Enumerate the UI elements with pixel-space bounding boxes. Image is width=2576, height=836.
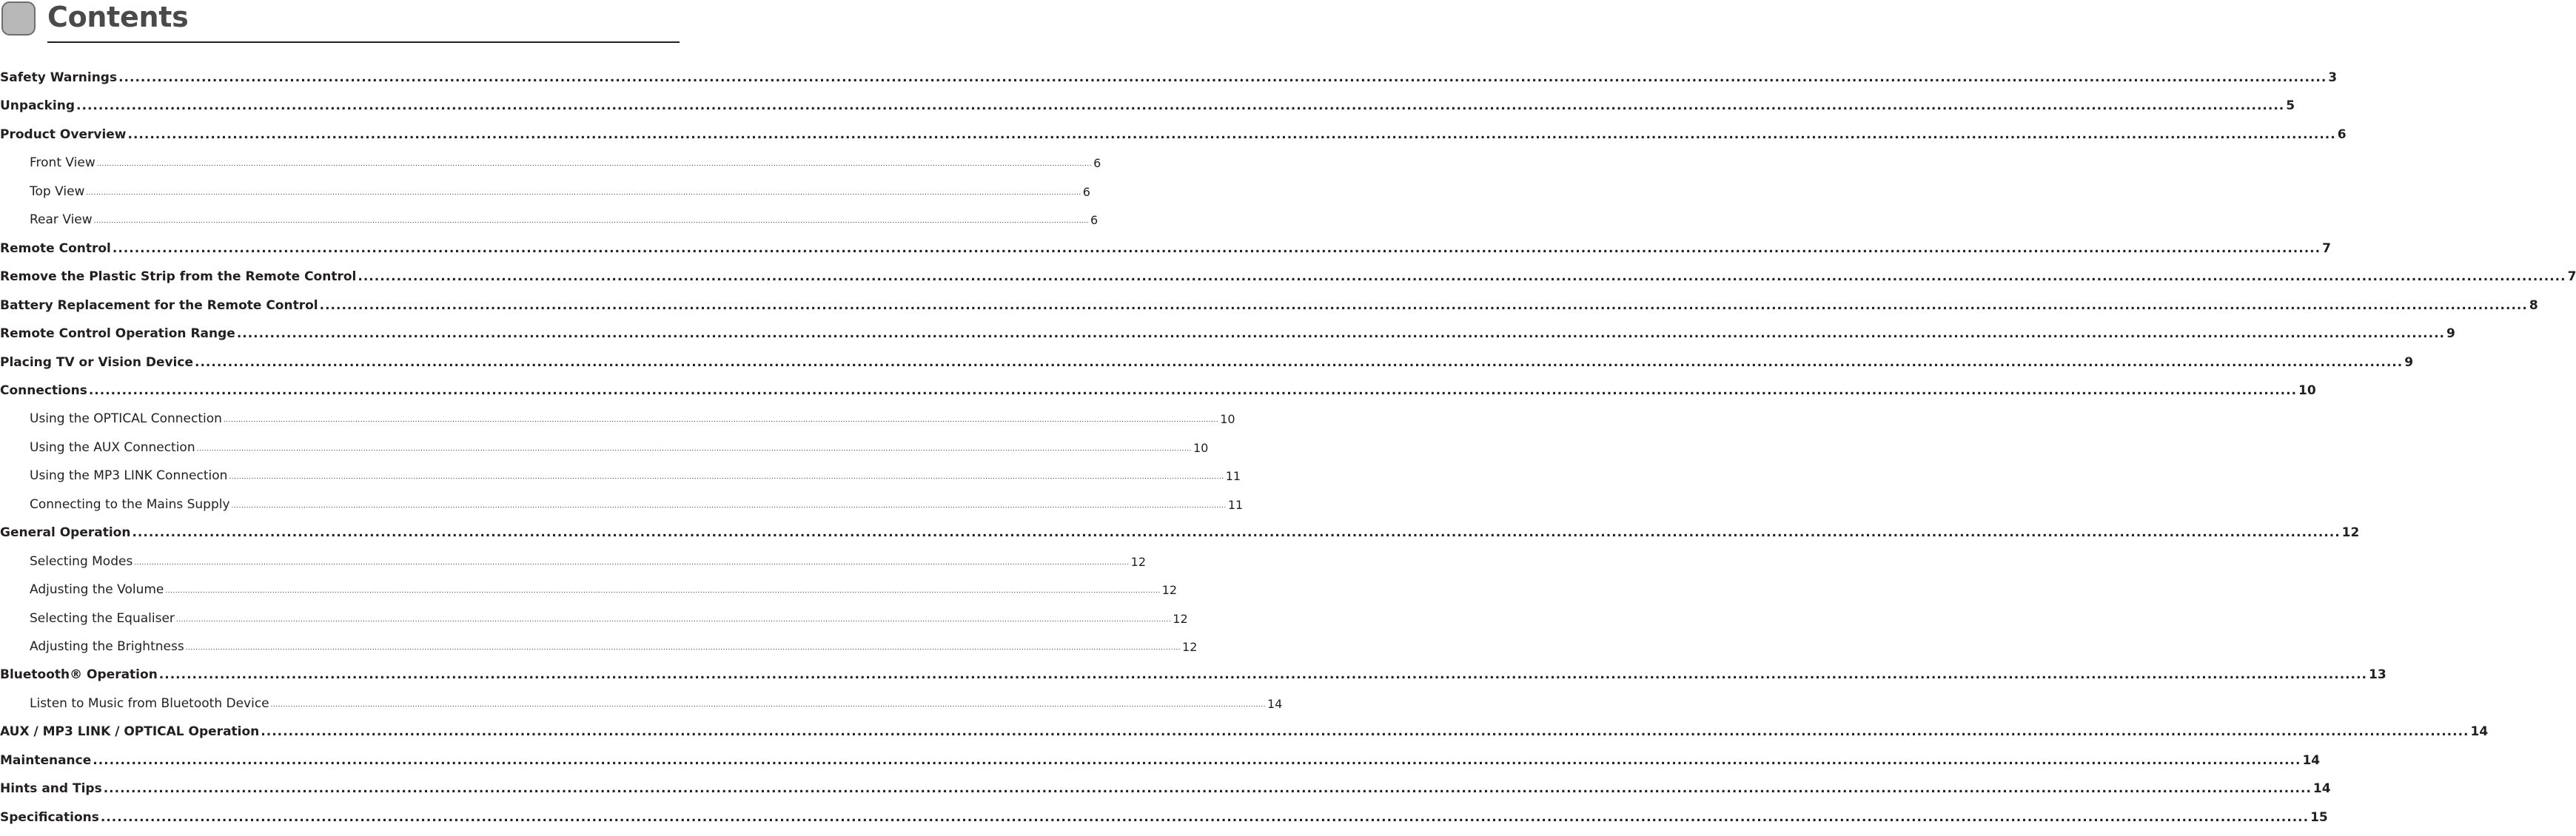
toc-entry[interactable] [0,376,2316,398]
toc-entry-page-number: 15 [2310,810,2328,825]
toc-entry[interactable] [0,746,2321,768]
toc-entry[interactable] [30,433,1209,455]
toc-entry-label: Using the MP3 LINK Connection [30,468,228,483]
toc-entry-label: Remove the Plastic Strip from the Remote Control [0,269,357,284]
toc-entry-label: Adjusting the Volume [30,582,164,597]
title-rule [47,41,680,43]
dot-leader: ................................................................................................................................................................................................................................................................................................................................................................................................................ [185,644,1181,652]
toc-entry-page-number: 14 [1267,697,1283,711]
toc-entry-label: Safety Warnings [0,70,118,85]
dot-leader: ................................................................................................................................................................................................................................................................................................................................................................................................................ [132,525,2341,540]
toc-entry-page-number: 11 [1227,498,1244,512]
dot-leader: ................................................................................................................................................................................................................................................................................................................................................................................................................ [358,269,2566,284]
toc-entry-page-number: 14 [2312,781,2331,796]
toc-entry-page-number: 10 [2298,383,2316,398]
dot-leader: ................................................................................................................................................................................................................................................................................................................................................................................................................ [195,355,2404,370]
dot-leader: ................................................................................................................................................................................................................................................................................................................................................................................................................ [196,445,1192,453]
toc-entry[interactable] [0,803,2328,825]
toc-entry-label: Bluetooth® Operation [0,667,158,682]
toc-entry-label: Maintenance [0,753,92,768]
toc-entry[interactable] [0,348,2414,370]
toc-entry-page-number: 12 [2341,525,2360,540]
toc-entry-page-number: 12 [1161,583,1178,597]
toc-entry-page-number: 13 [2369,667,2387,682]
toc-entry-label: Placing TV or Vision Device [0,355,193,370]
toc-entry[interactable] [0,291,2538,313]
dot-leader: ................................................................................................................................................................................................................................................................................................................................................................................................................ [319,298,2528,313]
toc-entry[interactable] [30,689,1283,711]
dot-leader: ................................................................................................................................................................................................................................................................................................................................................................................................................ [103,781,2312,796]
toc-entry[interactable] [30,177,1090,199]
dot-leader: ................................................................................................................................................................................................................................................................................................................................................................................................................ [229,473,1224,481]
dot-leader: ................................................................................................................................................................................................................................................................................................................................................................................................................ [100,810,2310,825]
toc-entry-label: AUX / MP3 LINK / OPTICAL Operation [0,724,260,739]
dot-leader: ................................................................................................................................................................................................................................................................................................................................................................................................................ [96,161,1093,168]
toc-entry-label: Selecting the Equaliser [30,611,175,626]
toc-entry-label: Unpacking [0,98,76,113]
dot-leader: ................................................................................................................................................................................................................................................................................................................................................................................................................ [76,98,2285,113]
toc-entry-page-number: 11 [1225,469,1241,483]
toc-entry-page-number: 9 [2446,326,2455,341]
dot-leader: ................................................................................................................................................................................................................................................................................................................................................................................................................ [231,502,1227,510]
toc-entry-page-number: 6 [2337,127,2347,142]
toc-entry[interactable] [30,632,1198,654]
toc-entry-label: Connections [0,383,87,398]
toc-entry-page-number: 6 [1093,156,1101,170]
toc-entry-page-number: 5 [2286,98,2295,113]
toc-entry-page-number: 7 [2322,241,2331,256]
toc-entry-label: Battery Replacement for the Remote Control [0,298,318,313]
toc-entry-label: Front View [30,155,95,170]
toc-entry-label: General Operation [0,525,131,540]
toc-entry-page-number: 12 [1173,612,1188,626]
dot-leader: ................................................................................................................................................................................................................................................................................................................................................................................................................ [175,616,1172,624]
toc-entry-label: Selecting Modes [30,554,133,569]
dot-leader: ................................................................................................................................................................................................................................................................................................................................................................................................................ [158,667,2367,682]
toc-entry-label: Hints and Tips [0,781,102,796]
toc-entry[interactable] [0,518,2360,540]
dot-leader: ................................................................................................................................................................................................................................................................................................................................................................................................................ [112,241,2321,256]
toc-entry[interactable] [0,717,2489,739]
toc-entry-label: Rear View [30,212,93,227]
toc-entry-label: Remote Control Operation Range [0,326,235,341]
toc-entry[interactable] [30,148,1101,170]
toc-entry-label: Adjusting the Brightness [30,639,184,654]
dot-leader: ................................................................................................................................................................................................................................................................................................................................................................................................................ [261,724,2469,739]
toc-entry-label: Connecting to the Mains Supply [30,497,230,512]
toc-entry-page-number: 12 [1182,640,1198,654]
toc-entry-page-number: 14 [2470,724,2489,739]
toc-entry-page-number: 14 [2302,753,2321,768]
toc-entry-label: Listen to Music from Bluetooth Device [30,696,269,711]
toc-entry[interactable] [0,660,2387,682]
toc-entry[interactable] [0,774,2331,796]
toc-entry-page-number: 6 [1090,213,1099,227]
toc-entry-page-number: 3 [2328,70,2338,85]
dot-leader: ................................................................................................................................................................................................................................................................................................................................................................................................................ [165,587,1161,595]
section-badge-icon [1,1,36,36]
toc-entry-page-number: 7 [2567,269,2576,284]
toc-entry-page-number: 12 [1130,555,1147,569]
toc-entry-page-number: 10 [1220,412,1235,426]
toc-entry[interactable] [30,547,1147,569]
toc-entry-label: Using the AUX Connection [30,440,195,455]
toc-entry[interactable] [30,604,1188,626]
dot-leader: ................................................................................................................................................................................................................................................................................................................................................................................................................ [88,383,2298,398]
dot-leader: ................................................................................................................................................................................................................................................................................................................................................................................................................ [86,189,1081,197]
dot-leader: ................................................................................................................................................................................................................................................................................................................................................................................................................ [236,326,2446,341]
dot-leader: ................................................................................................................................................................................................................................................................................................................................................................................................................ [93,218,1090,225]
toc-entry-label: Top View [30,184,85,199]
page-title: Contents [47,1,189,33]
page-header [0,0,681,46]
toc-entry[interactable] [0,63,2338,85]
toc-entry[interactable] [0,262,2576,284]
toc-entry-page-number: 8 [2529,298,2538,313]
toc-entry[interactable] [30,490,1244,512]
toc-entry-label: Specifications [0,810,99,825]
toc-entry[interactable] [0,234,2331,256]
dot-leader: ................................................................................................................................................................................................................................................................................................................................................................................................................ [270,701,1266,709]
toc-entry[interactable] [30,205,1099,227]
dot-leader: ................................................................................................................................................................................................................................................................................................................................................................................................................ [134,559,1130,567]
toc-entry-label: Using the OPTICAL Connection [30,411,222,426]
dot-leader: ................................................................................................................................................................................................................................................................................................................................................................................................................ [127,127,2336,142]
toc-entry[interactable] [30,575,1178,597]
toc-entry-page-number: 9 [2404,355,2414,370]
toc-entry-page-number: 6 [1082,185,1090,199]
toc-entry[interactable] [0,120,2347,142]
toc-entry[interactable] [0,91,2295,113]
toc-entry[interactable] [0,319,2455,341]
toc-entry-label: Product Overview [0,127,127,142]
toc-entry[interactable] [30,404,1235,426]
dot-leader: ................................................................................................................................................................................................................................................................................................................................................................................................................ [223,417,1219,424]
toc-entry[interactable] [30,461,1241,483]
dot-leader: ................................................................................................................................................................................................................................................................................................................................................................................................................ [93,753,2301,768]
toc-entry-page-number: 10 [1193,441,1209,455]
toc-entry-label: Remote Control [0,241,111,256]
dot-leader: ................................................................................................................................................................................................................................................................................................................................................................................................................ [118,70,2327,85]
